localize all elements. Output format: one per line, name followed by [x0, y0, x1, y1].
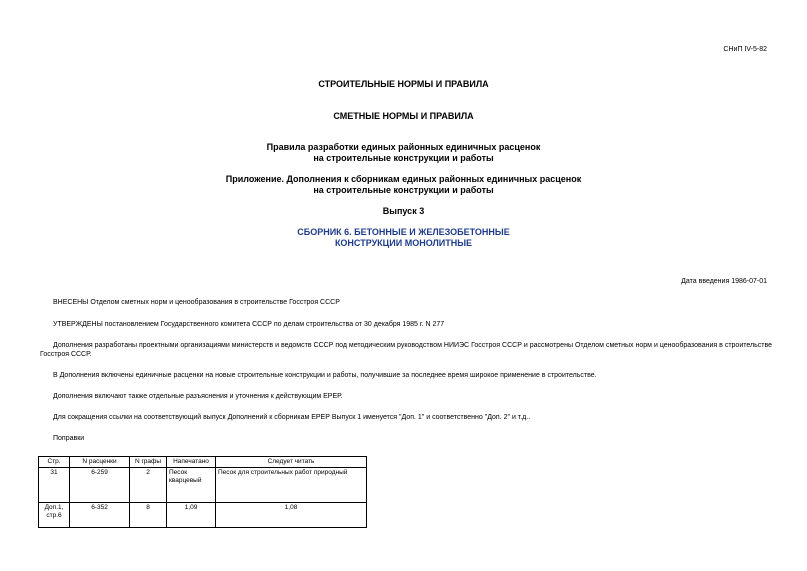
- cell-printed: Песок кварцевый: [167, 468, 216, 503]
- paragraph-introduced: [40, 298, 772, 307]
- paragraph-developed: Дополнения разработаны проектными организациями министерств и ведомств СССР под методическим руководством НИИЭС Госстроя СССР и рассмотрены Отделом сметных норм и ценообразования в строительстве Госстроя СССР.: [40, 342, 772, 358]
- corrections-table: [38, 456, 367, 528]
- introduced-text: Отделом сметных норм и ценообразования в строительстве Госстроя СССР: [88, 299, 340, 306]
- header-rate-number: N расценки: [70, 457, 130, 468]
- table-row: [39, 468, 367, 503]
- title-appendix-line2: на строительные конструкции и работы: [313, 185, 494, 195]
- paragraph-clarifications: Дополнения включают также отдельные разъяснения и уточнения к действующим ЕРЕР.: [53, 393, 343, 400]
- collection-title-line1: СБОРНИК 6. БЕТОННЫЕ И ЖЕЛЕЗОБЕТОННЫЕ: [297, 227, 510, 237]
- cell-page: Доп.1, стр.6: [39, 503, 70, 528]
- approved-label: УТВЕРЖДЕНЫ: [53, 321, 103, 328]
- cell-printed: 1,09: [167, 503, 216, 528]
- cell-should-read: 1,08: [216, 503, 367, 528]
- cell-column-number: 8: [130, 503, 167, 528]
- cell-page: 31: [39, 468, 70, 503]
- header-column-number: N графы: [130, 457, 167, 468]
- table-header-row: [39, 457, 367, 468]
- table-row: [39, 503, 367, 528]
- header-should-read: Следует читать: [216, 457, 367, 468]
- date-introduced: Дата введения 1986-07-01: [681, 278, 767, 285]
- paragraph-included: В Дополнения включены единичные расценки на новые строительные конструкции и работы, получившие за последнее время широкое применение в строительстве.: [53, 372, 597, 379]
- header-page: Стр.: [39, 457, 70, 468]
- introduced-label: ВНЕСЕНЫ: [53, 299, 89, 306]
- paragraph-abbreviations: Для сокращения ссылки на соответствующий выпуск Дополнений к сборникам ЕРЕР Выпуск 1 именуется "Доп. 1" и соответственно "Доп. 2" и т.д..: [53, 414, 531, 421]
- cell-rate-number: 6-352: [70, 503, 130, 528]
- title-building-norms: СТРОИТЕЛЬНЫЕ НОРМЫ И ПРАВИЛА: [318, 79, 489, 89]
- collection-title: [0, 227, 807, 249]
- issue-number: Выпуск 3: [382, 206, 425, 216]
- title-appendix-line1: Приложение. Дополнения к сборникам единых районных единичных расценок: [225, 174, 582, 184]
- corrections-heading: Поправки: [53, 435, 85, 442]
- cell-should-read: Песок для строительных работ природный: [216, 468, 367, 503]
- title-rules-line1: Правила разработки единых районных единичных расценок: [266, 142, 541, 152]
- header-printed: Напечатано: [167, 457, 216, 468]
- paragraph-approved: [40, 320, 772, 329]
- title-rules-line2: на строительные конструкции и работы: [313, 153, 494, 163]
- title-appendix: [0, 174, 807, 196]
- approved-text: постановлением Государственного комитета СССР по делам строительства от 30 декабря 1985 г. N 277: [102, 321, 445, 328]
- cell-column-number: 2: [130, 468, 167, 503]
- collection-title-line2: КОНСТРУКЦИИ МОНОЛИТНЫЕ: [334, 238, 473, 248]
- document-code: СНиП IV-5-82: [723, 46, 767, 53]
- title-rules: [0, 142, 807, 164]
- title-estimate-norms: СМЕТНЫЕ НОРМЫ И ПРАВИЛА: [333, 111, 474, 121]
- cell-rate-number: 6-259: [70, 468, 130, 503]
